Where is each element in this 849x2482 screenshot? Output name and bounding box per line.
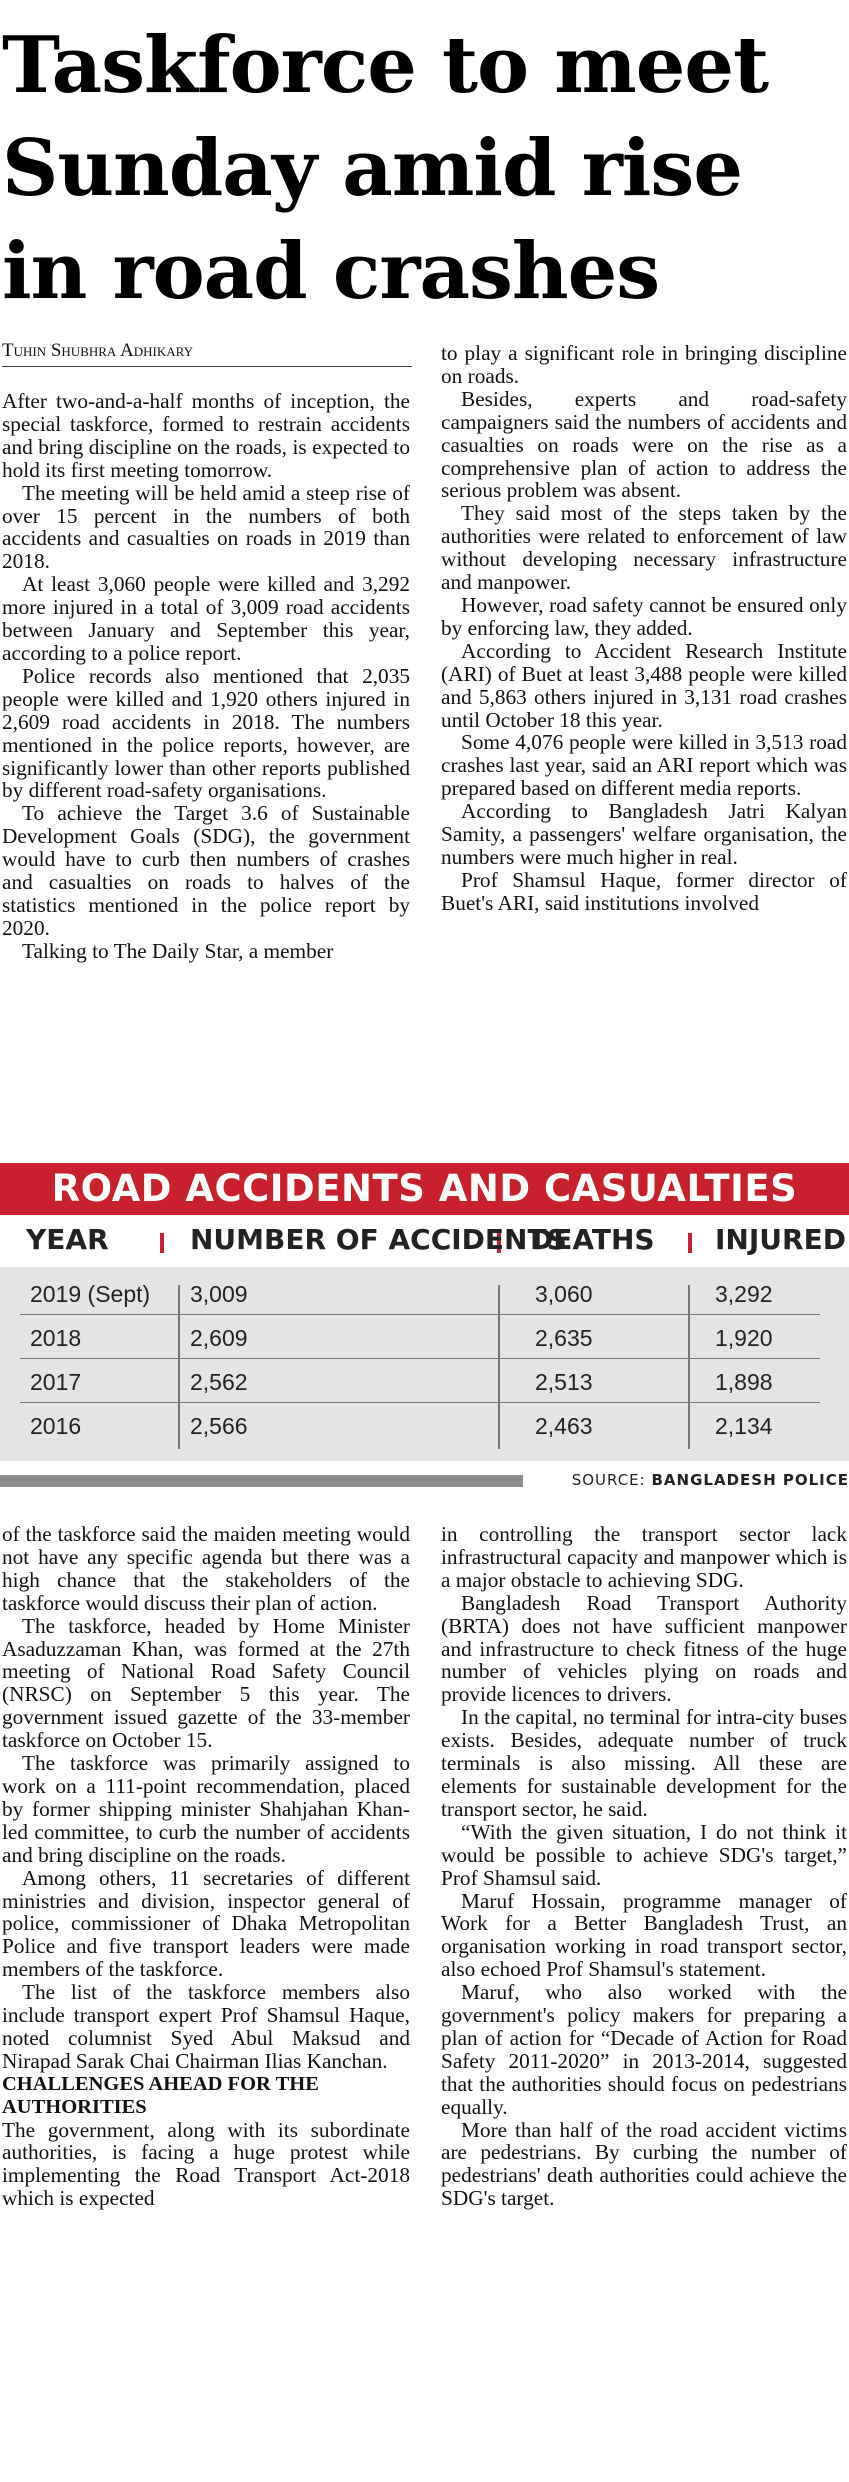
paragraph: Bangladesh Road Transport Authority (BRTA) does not have sufficient manpower and infrastructure to check fitness of the huge number of vehicles plying on roads and provide licences to drivers. (441, 1590, 847, 1707)
cell-year: 2018 (30, 1325, 82, 1351)
cell-accidents: 2,609 (190, 1325, 248, 1351)
table-footer (0, 1471, 849, 1493)
paragraph: Prof Shamsul Haque, former director of Buet's ARI, said institutions involved (441, 867, 847, 915)
article-column-4 (441, 1523, 847, 2210)
accidents-table-graphic (0, 1163, 849, 1503)
column-header-injured: INJURED (715, 1223, 846, 1256)
cell-accidents: 2,562 (190, 1369, 248, 1395)
cell-year: 2016 (30, 1413, 82, 1439)
column-header-accidents: NUMBER OF ACCIDENTS (190, 1223, 567, 1256)
paragraph: According to Bangladesh Jatri Kalyan Samity, a passengers' welfare organisation, the numbers were much higher in real. (441, 799, 847, 869)
table-row (20, 1315, 820, 1359)
paragraph: Talking to The Daily Star, a member (22, 938, 334, 963)
column-header-deaths: DEATHS (530, 1223, 655, 1256)
paragraph: Maruf Hossain, programme manager of Work for a Better Bangladesh Trust, an organisation working in road transport sector, also echoed Prof Shamsul's statement. (441, 1888, 847, 1982)
paragraph: to play a significant role in bringing discipline on roads. (441, 341, 847, 388)
paragraph: According to Accident Research Institute (ARI) of Buet at least 3,488 people were killed and 5,863 others injured in 3,131 road crashes until October 18 this year. (441, 638, 847, 732)
headline (2, 14, 847, 323)
article-column-1 (2, 390, 410, 963)
cell-injured: 3,292 (715, 1281, 773, 1307)
cell-year: 2017 (30, 1369, 82, 1395)
cell-injured: 2,134 (715, 1413, 773, 1439)
paragraph: in controlling the transport sector lack infrastructural capacity and manpower which is a major obstacle to achieving SDG. (441, 1522, 847, 1592)
paragraph: In the capital, no terminal for intra-city buses exists. Besides, adequate number of truck terminals is also missing. All these are elements for sustainable development for the transport sector, he said. (441, 1705, 847, 1821)
source-label: SOURCE: (571, 1471, 646, 1489)
column-header-year: YEAR (26, 1223, 109, 1256)
byline: Tuhin Shubhra Adhikary (2, 340, 412, 367)
header-separator (160, 1233, 164, 1253)
cell-injured: 1,898 (715, 1369, 773, 1395)
cell-deaths: 3,060 (535, 1281, 593, 1307)
paragraph: of the taskforce said the maiden meeting would not have any specific agenda but there was a high chance that the stakeholders of the taskforce would discuss their plan of action. (2, 1522, 410, 1615)
source-name: BANGLADESH POLICE (651, 1471, 849, 1489)
cell-year: 2019 (Sept) (30, 1281, 151, 1307)
table-source (572, 1471, 849, 1489)
paragraph: They said most of the steps taken by the authorities were related to enforcement of law without developing necessary infrastructure and manpower. (441, 501, 847, 595)
table-row (20, 1359, 820, 1403)
table-row (20, 1271, 820, 1315)
cell-deaths: 2,463 (535, 1413, 593, 1439)
table-body (0, 1267, 849, 1461)
paragraph: After two-and-a-half months of inception, the special taskforce, formed to restrain accidents and bring discipline on the roads, is expected to hold its first meeting tomorrow. (2, 389, 410, 482)
paragraph: The meeting will be held amid a steep rise of over 15 percent in the numbers of both accidents and casualties on roads in 2019 than 2018. (2, 480, 410, 574)
paragraph: The taskforce, headed by Home Minister Asaduzzaman Khan, was formed at the 27th meeting of National Road Safety Council (NRSC) on September 5 this year. The government issued gazette of the 33-member taskforce on October 15. (2, 1613, 410, 1753)
table-row (20, 1403, 820, 1447)
table-title: ROAD ACCIDENTS AND CASUALTIES (0, 1163, 849, 1215)
subheading: CHALLENGES AHEAD FOR THE AUTHORITIES (2, 2072, 319, 2118)
paragraph: However, road safety cannot be ensured only by enforcing law, they added. (441, 592, 847, 640)
cell-deaths: 2,513 (535, 1369, 593, 1395)
paragraph: The taskforce was primarily assigned to work on a 111-point recommendation, placed by former shipping minister Shahjahan Khan-led committee, to curb the number of accidents and bring discipline on the roads. (2, 1751, 410, 1867)
paragraph: Some 4,076 people were killed in 3,513 road crashes last year, said an ARI report which was prepared based on different media reports. (441, 730, 847, 801)
paragraph: “With the given situation, I do not think it would be possible to achieve SDG's target,” Prof Shamsul said. (441, 1819, 847, 1890)
header-separator (688, 1233, 692, 1253)
paragraph: The government, along with its subordinate authorities, is facing a huge protest while implementing the Road Transport Act-2018 which is expected (2, 2117, 410, 2211)
paragraph: Police records also mentioned that 2,035 people were killed and 1,920 others injured in 2,609 road accidents in 2018. The numbers mentioned in the police reports, however, are significantly lower than other reports published by different road-safety organisations. (2, 663, 410, 803)
headline-line: in road crashes (2, 226, 660, 317)
article-column-3 (2, 1523, 410, 2210)
paragraph: At least 3,060 people were killed and 3,292 more injured in a total of 3,009 road accidents between January and September this year, according to a police report. (2, 572, 410, 665)
paragraph: More than half of the road accident victims are pedestrians. By curbing the number of pedestrians' death authorities could achieve the SDG's target. (441, 2117, 847, 2211)
cell-injured: 1,920 (715, 1325, 773, 1351)
cell-accidents: 3,009 (190, 1281, 248, 1307)
paragraph: Besides, experts and road-safety campaigners said the numbers of accidents and casualties on roads were on the rise as a comprehensive plan of action to address the serious problem was absent. (441, 386, 847, 503)
paragraph: The list of the taskforce members also include transport expert Prof Shamsul Haque, noted columnist Syed Abul Maksud and Nirapad Sarak Chai Chairman Ilias Kanchan. (2, 1980, 410, 2073)
paragraph: Maruf, who also worked with the government's policy makers for preparing a plan of action for “Decade of Action for Road Safety 2011-2020” in 2013-2014, suggested that the authorities should focus on pedestrians equally. (441, 1980, 847, 2119)
table-header-row (0, 1215, 849, 1267)
paragraph: To achieve the Target 3.6 of Sustainable Development Goals (SDG), the government would have to curb then numbers of crashes and casualties on roads to halves of the statistics mentioned in the police report by 2020. (2, 801, 410, 940)
cell-deaths: 2,635 (535, 1325, 593, 1351)
article-column-2 (441, 342, 847, 915)
footer-bar (0, 1475, 523, 1487)
cell-accidents: 2,566 (190, 1413, 248, 1439)
headline-line: Taskforce to meet (2, 20, 769, 111)
paragraph: Among others, 11 secretaries of different ministries and division, inspector general of police, commissioner of Dhaka Metropolitan Police and five transport leaders were made members of the taskforce. (2, 1865, 410, 1982)
headline-line: Sunday amid rise (2, 123, 742, 214)
